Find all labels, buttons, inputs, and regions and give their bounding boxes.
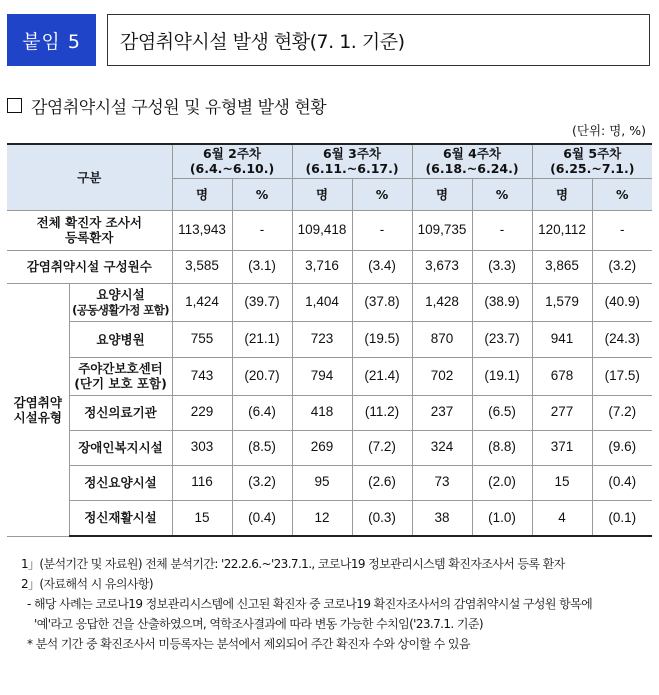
subheader-pct: % [352,178,412,210]
cell: - [592,210,652,250]
cell: (7.2) [592,395,652,430]
footnote: 1」(분석기간 및 자료원) 전체 분석기간: '22.2.6.~'23.7.1., 코로나19 정보관리시스템 확진자조사서 등록 환자 [21,557,565,571]
cell: (3.3) [472,250,532,283]
footnote: - 해당 사례는 코로나19 정보관리시스템에 신고된 확진자 중 코로나19 확진자조사서의 감염취약시설 구성원 항목에 [27,597,593,611]
subheader-person: 명 [172,178,232,210]
unit-note: (단위: 명, %) [572,123,646,138]
cell: 15 [532,465,592,500]
cell: 678 [532,357,592,395]
cell: 109,735 [412,210,472,250]
cell: 3,585 [172,250,232,283]
cell: 1,404 [292,283,352,321]
cell: (17.5) [592,357,652,395]
cell: 941 [532,321,592,357]
category-label: 감염취약 시설유형 [7,283,69,536]
checkbox-square-icon [7,98,22,113]
cell: (39.7) [232,283,292,321]
table-row-members [7,250,652,283]
cell: 73 [412,465,472,500]
cell: (2.0) [472,465,532,500]
subheader-pct: % [472,178,532,210]
cell: (21.4) [352,357,412,395]
appendix-badge: 붙임 5 [7,14,96,66]
cell: (0.4) [592,465,652,500]
cell: (20.7) [232,357,292,395]
week-header: 6월 5주차 (6.25.~7.1.) [532,144,652,178]
cell: 723 [292,321,352,357]
week-header: 6월 4주차 (6.18.~6.24.) [412,144,532,178]
footnote: '예'라고 응답한 건을 산출하였으며, 역학조사결과에 따라 변동 가능한 수치임('23.7.1. 기준) [34,617,483,631]
section-heading [7,93,326,118]
cell: 4 [532,500,592,536]
cell: (19.5) [352,321,412,357]
table-row-type [7,321,652,357]
cell: (23.7) [472,321,532,357]
cell: 15 [172,500,232,536]
cell: 113,943 [172,210,232,250]
cell: 303 [172,430,232,465]
cell: - [352,210,412,250]
cell: (2.6) [352,465,412,500]
cell: 371 [532,430,592,465]
cell: (3.2) [592,250,652,283]
section-title: 감염취약시설 구성원 및 유형별 발생 현황 [31,98,327,118]
footnote: 2」(자료해석 시 유의사항) [21,577,153,591]
type-label: 요양병원 [69,321,172,357]
table-row-type [7,500,652,536]
table-header-row [7,144,652,178]
cell: (0.1) [592,500,652,536]
cell: 702 [412,357,472,395]
page-title: 감염취약시설 발생 현황(7. 1. 기준) [107,14,650,66]
cell: 870 [412,321,472,357]
cell: 269 [292,430,352,465]
cell: 1,579 [532,283,592,321]
cell: 3,716 [292,250,352,283]
type-label: 장애인복지시설 [69,430,172,465]
cell: 743 [172,357,232,395]
cell: 120,112 [532,210,592,250]
cell: 109,418 [292,210,352,250]
cell: (0.3) [352,500,412,536]
cell: (3.2) [232,465,292,500]
table-row-type [7,283,652,321]
cell: (24.3) [592,321,652,357]
subheader-pct: % [592,178,652,210]
cell: (0.4) [232,500,292,536]
cell: (9.6) [592,430,652,465]
cell: (3.1) [232,250,292,283]
cell: (6.5) [472,395,532,430]
table-row-type [7,357,652,395]
cell: 418 [292,395,352,430]
cell: (3.4) [352,250,412,283]
cell: 95 [292,465,352,500]
cell: (6.4) [232,395,292,430]
table-row-type [7,395,652,430]
footnote: * 분석 기간 중 확진조사서 미등록자는 분석에서 제외되어 주간 확진자 수와 상이할 수 있음 [27,637,470,651]
cell: (19.1) [472,357,532,395]
cell: 277 [532,395,592,430]
row-label: 전체 확진자 조사서 등록환자 [7,210,172,250]
cell: (7.2) [352,430,412,465]
cell: (8.8) [472,430,532,465]
footnotes [21,554,651,654]
cell: (11.2) [352,395,412,430]
type-label: 요양시설 (공동생활가정 포함) [69,283,172,321]
type-label: 정신요양시설 [69,465,172,500]
week-header: 6월 2주차 (6.4.~6.10.) [172,144,292,178]
cell: 794 [292,357,352,395]
cell: 12 [292,500,352,536]
cell: 324 [412,430,472,465]
cell: (38.9) [472,283,532,321]
subheader-pct: % [232,178,292,210]
table-row-total [7,210,652,250]
cell: 755 [172,321,232,357]
type-label: 정신의료기관 [69,395,172,430]
cell: 1,428 [412,283,472,321]
stats-table [7,143,652,537]
cell: 116 [172,465,232,500]
cell: 237 [412,395,472,430]
cell: (21.1) [232,321,292,357]
cell: (37.8) [352,283,412,321]
week-header: 6월 3주차 (6.11.~6.17.) [292,144,412,178]
subheader-person: 명 [412,178,472,210]
cell: - [472,210,532,250]
table-row-type [7,465,652,500]
cell: (1.0) [472,500,532,536]
type-label: 정신재활시설 [69,500,172,536]
cell: 1,424 [172,283,232,321]
cell: 3,865 [532,250,592,283]
header-corner: 구분 [7,144,172,210]
cell: 229 [172,395,232,430]
row-label: 감염취약시설 구성원수 [7,250,172,283]
table-row-type [7,430,652,465]
cell: (8.5) [232,430,292,465]
cell: - [232,210,292,250]
cell: 38 [412,500,472,536]
cell: (40.9) [592,283,652,321]
subheader-person: 명 [532,178,592,210]
subheader-person: 명 [292,178,352,210]
type-label: 주야간보호센터 (단기 보호 포함) [69,357,172,395]
cell: 3,673 [412,250,472,283]
